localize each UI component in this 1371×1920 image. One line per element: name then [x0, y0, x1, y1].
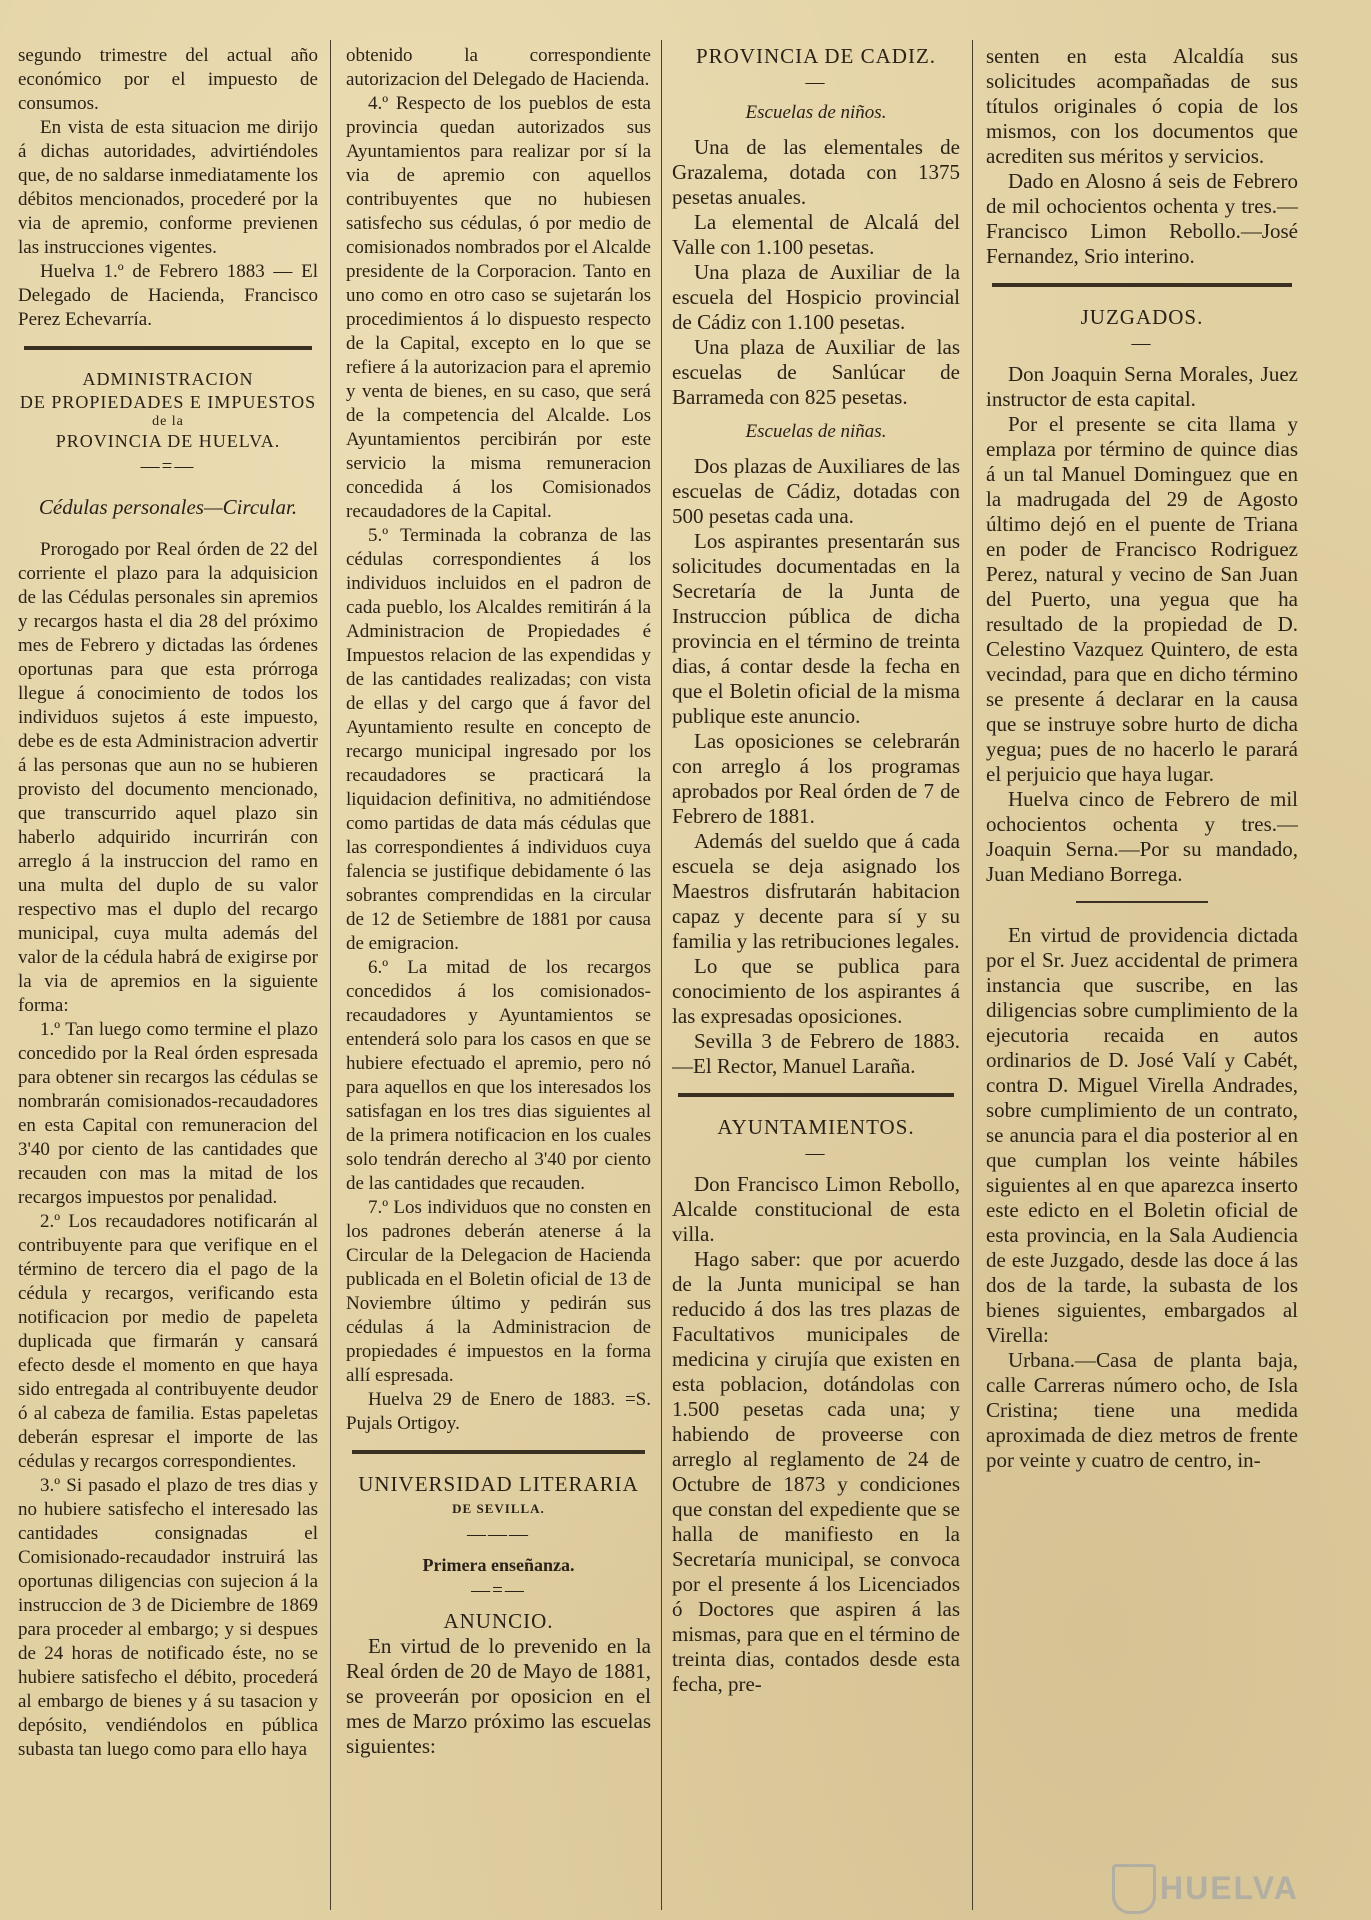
section-heading: PROVINCIA DE HUELVA.: [55, 431, 281, 451]
paragraph: Don Joaquin Serna Morales, Juez instructor de esta capital.: [986, 362, 1298, 411]
column-1: [18, 44, 318, 1914]
section-heading: DE SEVILLA.: [452, 1501, 545, 1516]
dash-ornament: —: [1131, 333, 1153, 354]
paragraph: segundo trimestre del actual año económico por el impuesto de consumos.: [18, 45, 318, 114]
paragraph: 7.º Los individuos que no consten en los padrones deberán atenerse á la Circular de la Delegacion de Hacienda publicada en el Boletin oficial de 13 de Noviembre último y pedirán sus cédulas á la Administracion de propiedades é impuestos en la forma allí espresada.: [346, 1197, 651, 1386]
paragraph: Dos plazas de Auxiliares de las escuelas de Cádiz, dotadas con 500 pesetas cada una.: [672, 454, 960, 528]
paragraph: Una de las elementales de Grazalema, dotada con 1375 pesetas anuales.: [672, 135, 960, 209]
paragraph: Sevilla 3 de Febrero de 1883.—El Rector, Manuel Laraña.: [672, 1029, 960, 1078]
paragraph: 5.º Terminada la cobranza de las cédulas correspondientes á los individuos incluidos en el padron de cada pueblo, los Alcaldes remitirán á la Administracion de Propiedades é Impuestos relacion de las expendidas y de las cantidades realizadas; con vista de ellas y del cargo que á favor del Ayuntamiento resulte en concepto de recargo municipal ingresado por los recaudadores se practicará la liquidacion definitiva, no admitiéndose como partidas de data más cédulas que las correspondientes á individuos cuya falencia se justifique debidamente ó las sobrantes comprendidas en la circular de 12 de Setiembre de 1881 por causa de emigracion.: [346, 525, 651, 954]
paragraph: Los aspirantes presentarán sus solicitudes documentadas en la Secretaría de la Junta de Instruccion pública de dicha provincia en el término de treinta dias, á contar desde la fecha en que el Boletin oficial de la misma publique este anuncio.: [672, 529, 960, 728]
paragraph: Huelva cinco de Febrero de mil ochocientos ochenta y tres.—Joaquin Serna.—Por su mandado, Juan Mediano Borrega.: [986, 787, 1298, 886]
dash-ornament: —=—: [140, 456, 196, 477]
section-heading: DE PROPIEDADES E IMPUESTOS: [19, 392, 317, 412]
column-divider: [330, 40, 331, 1910]
paragraph: 4.º Respecto de los pueblos de esta provincia quedan autorizados sus Ayuntamientos para realizar por sí la via de apremio con aquellos contribuyentes que no hubiesen satisfecho sus cédulas, ó por medio de comisionados nombrados por el Alcalde presidente de la Corporacion. Tanto en uno como en otro caso se sujetarán los procedimientos á lo dispuesto respecto de la Capital, excepto en lo que se refiere á la autorizacion para el apremio y venta de bienes, en su caso, que será de la competencia del Alcalde. Los Ayuntamientos percibirán por este servicio la misma remuneracion concedida á los Comisionados recaudadores de la Capital.: [346, 93, 651, 522]
paragraph: obtenido la correspondiente autorizacion del Delegado de Hacienda.: [346, 45, 651, 90]
watermark-text: HUELVA: [1160, 1870, 1299, 1906]
paragraph: 3.º Si pasado el plazo de tres dias y no hubiere satisfecho el interesado las cantidades consignadas el Comisionado-recaudador instruirá las oportunas diligencias con sujecion á la instruccion de 3 de Diciembre de 1869 para proceder al embargo; y si despues de 24 horas de notificado éste, no se hubiere satisfecho el débito, procederá al embargo de bienes y á su tasacion y depósito, vendiéndolos en pública subasta tan luego como para ello haya: [18, 1475, 318, 1760]
section-subtitle: Cédulas personales—Circular.: [38, 495, 298, 519]
section-heading: UNIVERSIDAD LITERARIA: [358, 1472, 639, 1496]
column-3: [672, 44, 960, 1914]
paragraph: En virtud de lo prevenido en la Real órden de 20 de Mayo de 1881, se proveerán por oposicion en el mes de Marzo próximo las escuelas siguientes:: [346, 1634, 651, 1758]
section-heading: AYUNTAMIENTOS.: [717, 1115, 915, 1139]
paragraph: Dado en Alosno á seis de Febrero de mil ochocientos ochenta y tres.—Francisco Limon Rebollo.—José Fernandez, Srio interino.: [986, 169, 1298, 268]
section-subtitle: Escuelas de niños.: [745, 102, 887, 123]
paragraph: Hago saber: que por acuerdo de la Junta municipal se han reducido á dos las tres plazas de Facultativos municipales de medicina y cirujía que existen en esta poblacion, dotándolas con 1.500 pesetas cada una; y habiendo de proveerse con arreglo al reglamento de 24 de Octubre de 1873 y condiciones que constan del expediente que se halla de manifiesto en la Secretaría municipal, se convoca por el presente á los Licenciados ó Doctores que aspiren á las mismas, para que en el término de treinta dias, contados desde esta fecha, pre-: [672, 1247, 960, 1696]
paragraph: Las oposiciones se celebrarán con arreglo á los programas aprobados por Real órden de 7 de Febrero de 1881.: [672, 729, 960, 828]
paragraph: Una plaza de Auxiliar de las escuelas de Sanlúcar de Barrameda con 825 pesetas.: [672, 335, 960, 409]
section-heading: ADMINISTRACION: [82, 369, 254, 389]
section-heading: ANUNCIO.: [443, 1609, 554, 1633]
column-divider: [661, 40, 662, 1910]
paragraph: Por el presente se cita llama y emplaza por término de quince dias á un tal Manuel Dominguez que en la madrugada del 29 de Agosto último dejó en el puente de Triana en poder de Francisco Rodriguez Perez, natural y vecino de San Juan del Puerto, una yegua que ha resultado de la propiedad de D. Celestino Vazquez Quintero, de esta vecindad, para que en dicho término se presente á declarar en la causa que se instruye sobre hurto de dicha yegua; pues de no hacerlo le parará el perjuicio que haya lugar.: [986, 412, 1298, 786]
watermark-seal-icon: [1112, 1864, 1156, 1914]
dash-ornament: —: [805, 72, 827, 93]
paragraph: Urbana.—Casa de planta baja, calle Carreras número ocho, de Isla Cristina; tiene una medida aproximada de diez metros de frente por veinte y cuatro de centro, in-: [986, 1348, 1298, 1472]
column-divider: [972, 40, 973, 1910]
column-4: [986, 44, 1298, 1914]
paragraph: 2.º Los recaudadores notificarán al contribuyente para que verifique en el término de tercero dia el pago de la cédula y recargos, verificando esta notificacion por medio de papeleta duplicada que firmarán y cansará efecto desde el momento en que haya sido entregada al contribuyente deudor ó al cabeza de familia. Estas papeletas deberán espresar el importe de las cédulas y recargos correspondientes.: [18, 1211, 318, 1472]
section-heading: PROVINCIA DE CADIZ.: [695, 44, 937, 68]
column-2: [346, 44, 651, 1914]
dash-ornament: —: [805, 1143, 827, 1164]
paragraph: Una plaza de Auxiliar de la escuela del Hospicio provincial de Cádiz con 1.100 pesetas.: [672, 260, 960, 334]
paragraph: Prorogado por Real órden de 22 del corriente el plazo para la adquisicion de las Cédulas personales sin apremios y recargos hasta el dia 28 del próximo mes de Febrero y dictadas las órdenes oportunas para que esta prórroga llegue á conocimiento de todos los individuos sujetos á este impuesto, debe es de esta Administracion advertir á las personas que aun no se hubieren provisto del documento mencionado, que transcurrido aquel plazo sin haberlo adquirido incurrirán con arreglo á la instruccion del ramo en una multa del duplo de su valor respectivo mas el duplo del recargo municipal, cuya multa además del valor de la cédula habrá de exigirse por la via de apremios en la siguiente forma:: [18, 539, 318, 1016]
paragraph: En vista de esta situacion me dirijo á dichas autoridades, advirtiéndoles que, de no saldarse inmediatamente los débitos mencionados, procederé por la via de apremio, conforme previenen las instrucciones vigentes.: [18, 117, 318, 258]
section-subtitle: Escuelas de niñas.: [745, 421, 887, 442]
dash-ornament: ———: [467, 1524, 530, 1545]
section-heading: JUZGADOS.: [1080, 305, 1204, 329]
section-heading: Primera enseñanza.: [422, 1555, 575, 1575]
paragraph: Huelva 1.º de Febrero 1883 — El Delegado de Hacienda, Francisco Perez Echevarría.: [18, 261, 318, 330]
section-separator: [24, 346, 312, 350]
paragraph: 1.º Tan luego como termine el plazo concedido por la Real órden espresada para obtener sin recargos las cédulas se nombrarán comisionados-recaudadores en esta Capital con remuneracion del 3'40 por ciento de las cantidades que recauden con mas la mitad de los recargos impuestos por penalidad.: [18, 1019, 318, 1208]
dash-ornament: —=—: [471, 1580, 526, 1601]
section-separator: [992, 283, 1292, 287]
paragraph: La elemental de Alcalá del Valle con 1.100 pesetas.: [672, 210, 960, 259]
paragraph: Don Francisco Limon Rebollo, Alcalde constitucional de esta villa.: [672, 1172, 960, 1246]
section-separator: [352, 1450, 645, 1454]
paragraph: 6.º La mitad de los recargos concedidos á los comisionados-recaudadores y Ayuntamientos se entenderá solo para los casos en que se hubiere efectuado el apremio, pero nó para aquellos en que los interesados los satisfagan en los tres dias siguientes al de la primera notificacion en los cuales solo tendrán derecho al 3'40 por ciento de las cantidades que recauden.: [346, 957, 651, 1194]
paragraph: senten en esta Alcaldía sus solicitudes acompañadas de sus títulos originales ó copia de los mismos, con los documentos que acrediten sus méritos y servicios.: [986, 44, 1298, 168]
paragraph: Huelva 29 de Enero de 1883. =S. Pujals Ortigoy.: [346, 1389, 651, 1434]
section-separator: [1076, 901, 1208, 903]
paragraph: Además del sueldo que á cada escuela se deja asignado los Maestros disfrutarán habitacion capaz y decente para sí y su familia y las retribuciones legales.: [672, 829, 960, 953]
paragraph: Lo que se publica para conocimiento de los aspirantes á las expresadas oposiciones.: [672, 954, 960, 1028]
section-separator: [678, 1093, 954, 1097]
section-heading: de la: [152, 414, 184, 429]
paragraph: En virtud de providencia dictada por el Sr. Juez accidental de primera instancia que suscribe, en las diligencias sobre cumplimiento de la ejecutoria recaida en autos ordinarios de D. José Valí y Cabét, contra D. Miguel Virella Andrades, sobre cumplimiento de un contrato, se anuncia para el dia posterior al en que cumplan los veinte hábiles siguientes al en que aparezca inserto este edicto en el Boletin oficial de esta provincia, en la Sala Audiencia de este Juzgado, desde las doce á las dos de la tarde, la subasta de los bienes siguientes, embargados al Virella:: [986, 923, 1298, 1347]
